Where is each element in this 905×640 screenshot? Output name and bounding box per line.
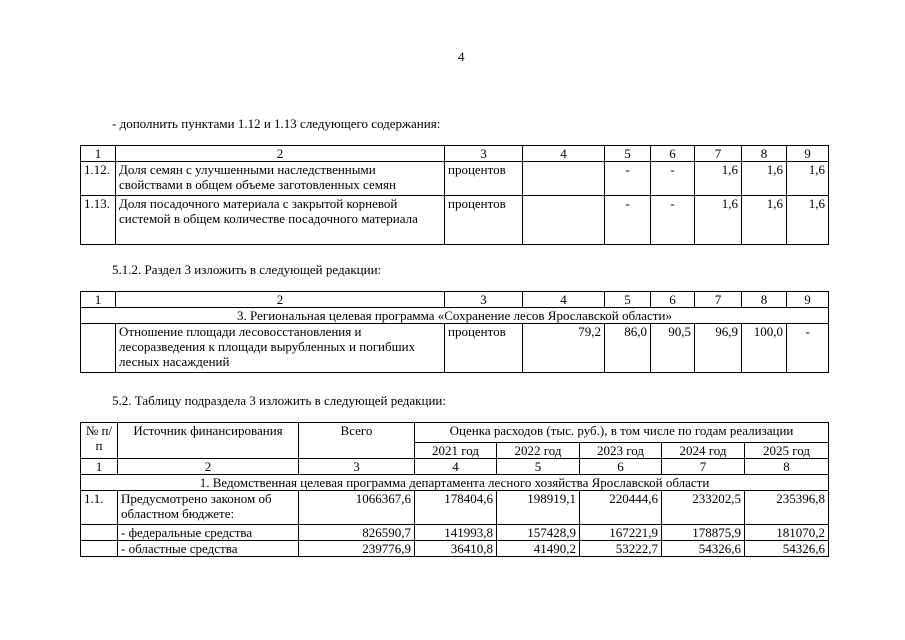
financing-table (80, 422, 829, 557)
table-row (81, 196, 829, 245)
value-cell: 1,6 (787, 196, 829, 245)
source-cell: Предусмотрено законом об областном бюджете: (118, 491, 299, 525)
intro-2: 5.1.2. Раздел 3 изложить в следующей редакции: (112, 262, 382, 277)
indicators-table-2 (80, 291, 829, 373)
row-number (81, 541, 118, 557)
indicator-name: Доля посадочного материала с закрытой корневой системой в общем количестве посадочного материала (116, 196, 445, 245)
value-cell: 86,0 (605, 324, 651, 373)
value-cell: 1,6 (742, 196, 787, 245)
value-cell: - (787, 324, 829, 373)
header-cell: 9 (787, 292, 829, 308)
header-cell: 4 (523, 292, 605, 308)
intro-3: 5.2. Таблицу подраздела 3 изложить в следующей редакции: (112, 393, 446, 408)
table-row (81, 324, 829, 373)
year-value: 178404,6 (415, 491, 497, 525)
year-value: 178875,9 (662, 525, 745, 541)
value-cell: - (651, 196, 695, 245)
column-number: 2 (118, 459, 299, 475)
source-cell: - областные средства (118, 541, 299, 557)
header-cell: 3 (445, 292, 523, 308)
row-number: 1.12. (81, 162, 116, 196)
header-year: 2024 год (662, 443, 745, 459)
column-number: 8 (745, 459, 829, 475)
header-cell: 1 (81, 146, 116, 162)
header-year: 2025 год (745, 443, 829, 459)
value-cell: 1,6 (787, 162, 829, 196)
header-cell: 3 (445, 146, 523, 162)
header-year: 2022 год (497, 443, 580, 459)
header-cell: 2 (116, 146, 445, 162)
table-header-row (81, 423, 829, 443)
column-number: 7 (662, 459, 745, 475)
value-cell: - (605, 196, 651, 245)
value-cell (523, 196, 605, 245)
intro-1: - дополнить пунктами 1.12 и 1.13 следующего содержания: (112, 116, 441, 131)
table-row (81, 491, 829, 525)
header-cell: 2 (116, 292, 445, 308)
header-cell: 1 (81, 292, 116, 308)
section-row (81, 475, 829, 491)
indicators-table-1 (80, 145, 829, 245)
table-row (81, 162, 829, 196)
year-value: 53222,7 (580, 541, 662, 557)
value-cell: 100,0 (742, 324, 787, 373)
header-year: 2021 год (415, 443, 497, 459)
total-cell: 1066367,6 (299, 491, 415, 525)
section-title: 1. Ведомственная целевая программа департамента лесного хозяйства Ярославской области (81, 475, 829, 491)
header-no: № п/п (81, 423, 118, 459)
header-cell: 6 (651, 146, 695, 162)
value-cell: 1,6 (742, 162, 787, 196)
header-cell: 6 (651, 292, 695, 308)
unit-cell: процентов (445, 324, 523, 373)
header-cell: 8 (742, 292, 787, 308)
year-value: 181070,2 (745, 525, 829, 541)
page-number: 4 (458, 49, 465, 64)
unit-cell: процентов (445, 196, 523, 245)
header-cell: 5 (605, 146, 651, 162)
year-value: 198919,1 (497, 491, 580, 525)
column-number: 6 (580, 459, 662, 475)
row-number: 1.13. (81, 196, 116, 245)
year-value: 220444,6 (580, 491, 662, 525)
table-row (81, 541, 829, 557)
value-cell: - (605, 162, 651, 196)
header-cell: 7 (695, 292, 742, 308)
section-title: 3. Региональная целевая программа «Сохранение лесов Ярославской области» (81, 308, 829, 324)
value-cell: 1,6 (695, 162, 742, 196)
column-number: 4 (415, 459, 497, 475)
value-cell: 79,2 (523, 324, 605, 373)
indicator-name: Отношение площади лесовосстановления и лесоразведения к площади вырубленных и погибших лесных насаждений (116, 324, 445, 373)
source-cell: - федеральные средства (118, 525, 299, 541)
column-number: 1 (81, 459, 118, 475)
section-row (81, 308, 829, 324)
header-total: Всего (299, 423, 415, 459)
year-value: 141993,8 (415, 525, 497, 541)
year-value: 41490,2 (497, 541, 580, 557)
year-value: 157428,9 (497, 525, 580, 541)
table-header-row (81, 146, 829, 162)
value-cell: 90,5 (651, 324, 695, 373)
column-number-row (81, 459, 829, 475)
value-cell (523, 162, 605, 196)
year-value: 233202,5 (662, 491, 745, 525)
header-cell: 5 (605, 292, 651, 308)
header-estimate: Оценка расходов (тыс. руб.), в том числе по годам реализации (415, 423, 829, 443)
year-value: 167221,9 (580, 525, 662, 541)
indicator-name: Доля семян с улучшенными наследственными свойствами в общем объеме заготовленных семян (116, 162, 445, 196)
value-cell: - (651, 162, 695, 196)
header-cell: 7 (695, 146, 742, 162)
column-number: 5 (497, 459, 580, 475)
header-year: 2023 год (580, 443, 662, 459)
header-cell: 4 (523, 146, 605, 162)
year-value: 235396,8 (745, 491, 829, 525)
table-row (81, 525, 829, 541)
row-number (81, 525, 118, 541)
total-cell: 826590,7 (299, 525, 415, 541)
unit-cell: процентов (445, 162, 523, 196)
year-value: 54326,6 (745, 541, 829, 557)
year-value: 36410,8 (415, 541, 497, 557)
table-header-row (81, 292, 829, 308)
column-number: 3 (299, 459, 415, 475)
header-cell: 8 (742, 146, 787, 162)
year-value: 54326,6 (662, 541, 745, 557)
row-number (81, 324, 116, 373)
value-cell: 1,6 (695, 196, 742, 245)
row-number: 1.1. (81, 491, 118, 525)
header-cell: 9 (787, 146, 829, 162)
header-source: Источник финансирования (118, 423, 299, 459)
value-cell: 96,9 (695, 324, 742, 373)
total-cell: 239776,9 (299, 541, 415, 557)
